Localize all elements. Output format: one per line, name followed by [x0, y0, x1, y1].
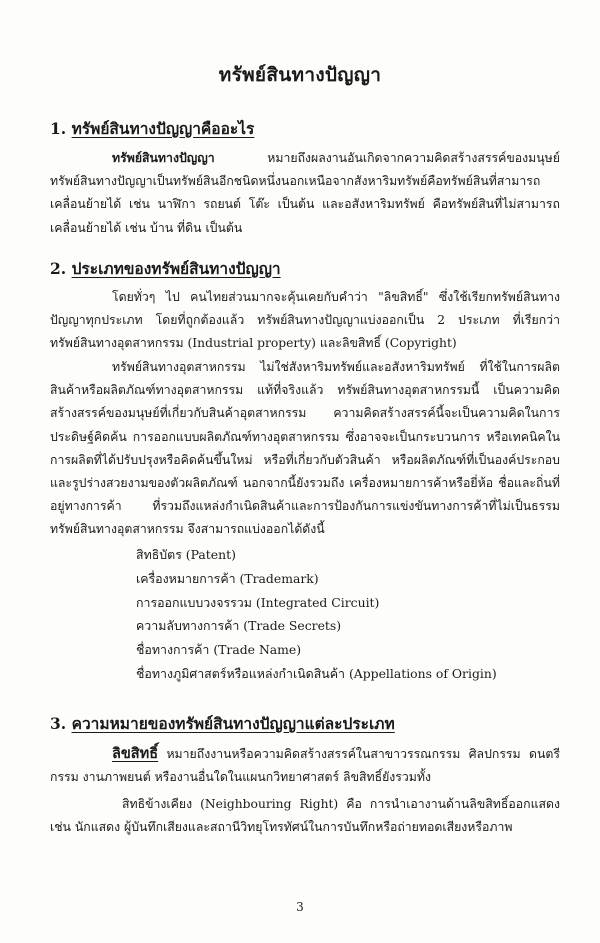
list-item: ชื่อทางการค้า (Trade Name) — [136, 642, 302, 658]
list-item: การออกแบบวงจรรวม (Integrated Circuit) — [136, 594, 380, 610]
section-1-paragraph — [50, 146, 560, 240]
section-1-title: ทรัพย์สินทางปัญญาคืออะไร — [71, 119, 255, 138]
section-2-number: 2. — [50, 259, 67, 278]
page-number: 3 — [296, 900, 304, 914]
section-3-para-1-text: หมายถึงงานหรือความคิดสร้างสรรค์ในสาขาวรรณกรรม ศิลปกรรม ดนตรีกรรม งานภาพยนต์ หรืองานอื่นใดในแผนกวิทยาศาสตร์ ลิขสิทธิ์ยังรวมทั้ง — [50, 747, 560, 785]
list-item: เครื่องหมายการค้า (Trademark) — [136, 570, 319, 586]
section-2-heading — [50, 256, 281, 281]
section-3-number: 3. — [50, 714, 67, 733]
section-3-heading — [50, 711, 395, 736]
section-2-para-2-text: ทรัพย์สินทางอุตสาหกรรม ไม่ใช่สังหาริมทรัพย์และอสังหาริมทรัพย์ ที่ใช้ในการผลิตสินค้าหรือผลิตภัณฑ์ทางอุตสาหกรรม แท้ที่จริงแล้ว ทรัพย์สินทางอุตสาหกรรมนี้ เป็นความคิดสร้างสรรค์ของมนุษย์ที่เกี่ยวกับสินค้าอุตสาหกรรม ความคิดสร้างสรรค์นี้จะเป็นความคิดในการประดิษฐ์คิดค้น การออกแบบผลิตภัณฑ์ทางอุตสาหกรรม ซึ่งอาจจะเป็นกระบวนการ หรือเทคนิคในการผลิตที่ได้ปรับปรุงหรือคิดค้นขึ้นใหม่ หรือที่เกี่ยวกับตัวสินค้า หรือผลิตภัณฑ์ที่เป็นองค์ประกอบและรูปร่างสวยงามของตัวผลิตภัณฑ์ นอกจากนี้ยังรวมถึง เครื่องหมายการค้าหรือยี่ห้อ ชื่อและถิ่นที่อยู่ทางการค้า ที่รวมถึงแหล่งกำเนิดสินค้าและการป้องกันการแข่งขันทางการค้าที่ไม่เป็นธรรม ทรัพย์สินทางอุตสาหกรรม จึงสามารถแบ่งออกได้ดังนี้ — [50, 360, 560, 537]
section-3-paragraph-1 — [50, 742, 560, 789]
section-2-title: ประเภทของทรัพย์สินทางปัญญา — [71, 259, 281, 278]
section-1-lead-term: ทรัพย์สินทางปัญญา — [112, 150, 215, 165]
page-title: ทรัพย์สินทางปัญญา — [218, 64, 382, 86]
section-3-paragraph-2 — [50, 793, 560, 839]
section-2-paragraph-1 — [50, 286, 560, 356]
industrial-property-list — [136, 543, 497, 686]
list-item: ชื่อทางภูมิศาสตร์หรือแหล่งกำเนิดสินค้า (Appellations of Origin) — [136, 665, 497, 681]
section-2-paragraph-2 — [50, 356, 560, 542]
list-item: สิทธิบัตร (Patent) — [136, 547, 236, 562]
section-3-title: ความหมายของทรัพย์สินทางปัญญาแต่ละประเภท — [71, 714, 395, 733]
section-1-body: หมายถึงผลงานอันเกิดจากความคิดสร้างสรรค์ของมนุษย์ ทรัพย์สินทางปัญญาเป็นทรัพย์สินอีกชนิดหนึ่งนอกเหนือจากสังหาริมทรัพย์คือทรัพย์สินที่สามารถเคลื่อนย้ายได้ เช่น นาฬิกา รถยนต์ โต๊ะ เป็นต้น และอสังหาริมทรัพย์ คือทรัพย์สินที่ไม่สามารถเคลื่อนย้ายได้ เช่น บ้าน ที่ดิน เป็นต้น — [50, 151, 560, 235]
copyright-term: ลิขสิทธิ์ — [112, 745, 159, 762]
section-3-para-2-text: สิทธิข้างเคียง (Neighbouring Right) คือ การนำเอางานด้านลิขสิทธิ์ออกแสดง เช่น นักแสดง ผู้บันทึกเสียงและสถานีวิทยุโทรทัศน์ในการบันทึกหรือถ่ายทอดเสียงหรือภาพ — [50, 797, 560, 835]
list-item: ความลับทางการค้า (Trade Secrets) — [136, 618, 342, 634]
section-2-para-1-text: โดยทั่วๆ ไป คนไทยส่วนมากจะคุ้นเคยกับคำว่า "ลิขสิทธิ์" ซึ่งใช้เรียกทรัพย์สินทางปัญญาทุกประเภท โดยที่ถูกต้องแล้ว ทรัพย์สินทางปัญญาแบ่งออกเป็น 2 ประเภท ที่เรียกว่า ทรัพย์สินทางอุตสาหกรรม (Industrial property) และลิขสิทธิ์ (Copyright) — [50, 290, 560, 351]
section-1-number: 1. — [50, 119, 67, 138]
section-1-heading — [50, 116, 254, 141]
